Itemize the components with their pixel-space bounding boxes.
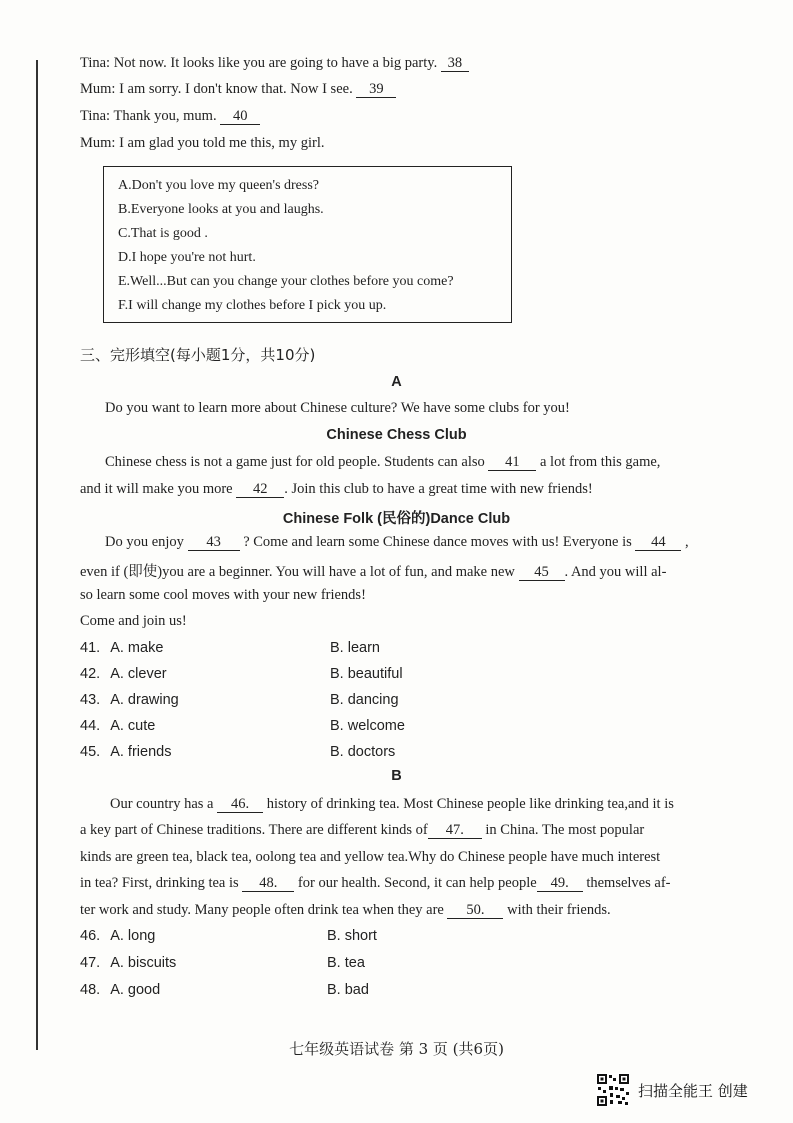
dialogue-line-38: Tina: Not now. It looks like you are going to have a big party. 38 [80, 55, 469, 72]
option-b: B.Everyone looks at you and laughs. [118, 202, 324, 217]
option-e: E.Well...But can you change your clothes before you come? [118, 274, 454, 289]
part-a-intro: Do you want to learn more about Chinese culture? We have some clubs for you! [105, 400, 570, 416]
blank-45[interactable]: 45 [519, 565, 565, 581]
dance-club-line-3: so learn some cool moves with your new friends! [80, 587, 366, 603]
options-box [103, 166, 512, 323]
blank-44[interactable]: 44 [635, 535, 681, 551]
blank-41[interactable]: 41 [488, 455, 536, 471]
blank-49[interactable]: 49. [537, 876, 583, 892]
choice-42-b: B. beautiful [330, 666, 403, 682]
blank-42[interactable]: 42 [236, 482, 284, 498]
blank-39[interactable]: 39 [356, 82, 396, 98]
choice-row-43: 43. A. drawing [80, 692, 179, 708]
section-heading: 三、完形填空(每小题1分，共10分) [80, 346, 316, 364]
blank-47[interactable]: 47. [428, 823, 482, 839]
option-d: D.I hope you're not hurt. [118, 250, 256, 265]
choice-row-48: 48. A. good [80, 982, 161, 998]
blank-38[interactable]: 38 [441, 56, 469, 72]
choice-48-b: B. bad [327, 982, 369, 998]
choice-43-b: B. dancing [330, 692, 399, 708]
dialogue-line-39: Mum: I am sorry. I don't know that. Now I see. 39 [80, 81, 396, 98]
choice-47-b: B. tea [327, 955, 365, 971]
dance-club-title: Chinese Folk (民俗的)Dance Club [282, 511, 511, 527]
choice-row-46: 46. A. long [80, 928, 156, 944]
choice-44-b: B. welcome [330, 718, 405, 734]
choice-45-b: B. doctors [330, 744, 396, 760]
blank-46[interactable]: 46. [217, 797, 263, 813]
binding-margin-line [36, 60, 38, 1050]
scanner-watermark: 扫描全能王 创建 [638, 1082, 748, 1100]
blank-43[interactable]: 43 [188, 535, 240, 551]
dance-club-line-2: even if (即使)you are a beginner. You will have a lot of fun, and make new 45 . And you will al- [80, 564, 667, 580]
chess-club-line-1: Chinese chess is not a game just for old people. Students can also 41 a lot from this game, [105, 454, 661, 470]
qr-code-icon [596, 1073, 630, 1107]
part-b-label: B [391, 768, 402, 784]
part-b-line-5: ter work and study. Many people often drink tea when they are 50. with their friends. [80, 902, 611, 918]
blank-48[interactable]: 48. [242, 876, 294, 892]
dance-club-line-1: Do you enjoy 43 ? Come and learn some Chinese dance moves with us! Everyone is 44 , [105, 534, 689, 550]
choice-row-45: 45. A. friends [80, 744, 172, 760]
part-a-label: A [391, 374, 402, 390]
chess-club-title: Chinese Chess Club [326, 427, 467, 443]
choice-46-b: B. short [327, 928, 377, 944]
page-footer: 七年级英语试卷 第 3 页 (共6页) [289, 1040, 504, 1058]
blank-40[interactable]: 40 [220, 109, 260, 125]
choice-row-41: 41. A. make [80, 640, 164, 656]
part-b-line-1: Our country has a 46. history of drinking tea. Most Chinese people like drinking tea,and it is [110, 796, 674, 812]
dialogue-line-closing: Mum: I am glad you told me this, my girl. [80, 135, 325, 151]
option-c: C.That is good . [118, 226, 208, 241]
part-b-line-3: kinds are green tea, black tea, oolong tea and yellow tea.Why do Chinese people have much interest [80, 849, 661, 865]
choice-41-b: B. learn [330, 640, 380, 656]
option-f: F.I will change my clothes before I pick you up. [118, 298, 387, 313]
option-a: A.Don't you love my queen's dress? [118, 178, 320, 193]
choice-row-42: 42. A. clever [80, 666, 167, 682]
part-b-line-4: in tea? First, drinking tea is 48. for our health. Second, it can help people 49. themselves af- [80, 875, 671, 891]
part-b-line-2: a key part of Chinese traditions. There are different kinds of 47. in China. The most popular [80, 822, 645, 838]
blank-50[interactable]: 50. [447, 903, 503, 919]
dance-club-line-4: Come and join us! [80, 613, 187, 629]
choice-row-47: 47. A. biscuits [80, 955, 177, 971]
choice-row-44: 44. A. cute [80, 718, 156, 734]
chess-club-line-2: and it will make you more 42 . Join this club to have a great time with new friends! [80, 481, 593, 497]
dialogue-line-40: Tina: Thank you, mum. 40 [80, 108, 260, 125]
